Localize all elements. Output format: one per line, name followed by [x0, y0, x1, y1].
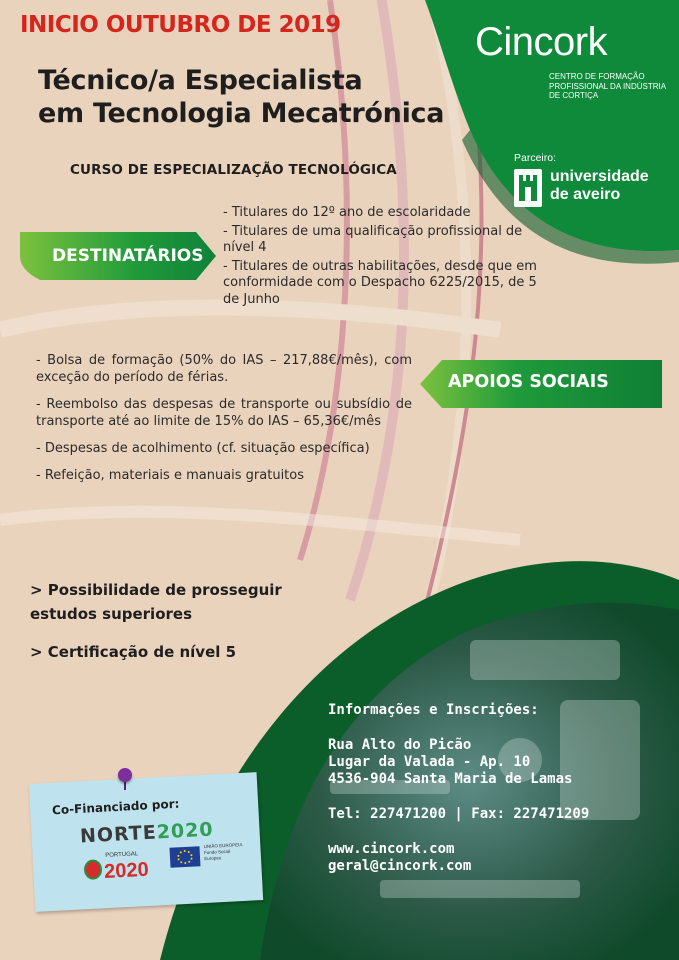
university-name-line2: de aveiro [550, 186, 621, 203]
destinatarios-list [223, 205, 543, 310]
course-title-line1: Técnico/a Especialista [38, 65, 363, 96]
contact-block [328, 702, 589, 875]
list-item: - Bolsa de formação (50% do IAS – 217,88€/mês), com exceção do período de férias. [36, 353, 412, 385]
email-link[interactable]: geral@cincork.com [328, 858, 472, 874]
portugal-year: 2020 [103, 858, 150, 883]
course-title-line2: em Tecnologia Mecatrónica [38, 98, 445, 129]
list-item: - Reembolso das despesas de transporte ou subsídio de transporte até ao limite de 15% do IAS – 65,36€/mês [36, 397, 412, 429]
eu-fund-text: UNIÃO EUROPEIA Fundo Social Europeu [203, 842, 243, 862]
apoios-sociais-label: APOIOS SOCIAIS [448, 372, 609, 392]
course-type: CURSO DE ESPECIALIZAÇÃO TECNOLÓGICA [70, 162, 397, 178]
norte-text: NORTE [79, 821, 158, 848]
portugal-label: PORTUGAL [105, 851, 139, 859]
list-item: - Refeição, materiais e manuais gratuitos [36, 468, 305, 483]
benefit-item: > Certificação de nível 5 [30, 643, 237, 661]
list-item: - Titulares de uma qualificação profissional de nível 4 [223, 223, 523, 255]
tagline-line: CENTRO DE FORMAÇÃO [549, 72, 645, 81]
course-title [38, 64, 478, 130]
cincork-tagline [549, 72, 669, 101]
portugal-emblem-icon [84, 859, 103, 880]
cincork-logo: Cincork [475, 20, 608, 64]
partner-label: Parceiro: [514, 152, 557, 164]
eu-stars [169, 846, 200, 868]
address-line: 4536-904 Santa Maria de Lamas [328, 771, 573, 787]
university-name [550, 168, 649, 204]
list-item: - Titulares do 12º ano de escolaridade [223, 205, 471, 220]
portugal2020-logo [83, 850, 163, 886]
list-item: - Titulares de outras habilitações, desde que em conformidade com o Despacho 6225/2015, de 5 de Junho [223, 258, 537, 307]
contact-heading: Informações e Inscrições: [328, 702, 539, 718]
norte-year: 2020 [156, 818, 215, 844]
cofinancing-label: Co-Financiado por: [51, 796, 180, 818]
pushpin-icon [118, 768, 132, 782]
tagline-line: PROFISSIONAL DA INDÚSTRIA [549, 81, 667, 91]
university-name-line1: universidade [550, 168, 649, 185]
university-logo-icon [514, 169, 542, 207]
eu-flag-icon [169, 846, 200, 868]
phone-fax: Tel: 227471200 | Fax: 227471209 [328, 806, 590, 822]
website-link[interactable]: www.cincork.com [328, 841, 455, 857]
destinatarios-label: DESTINATÁRIOS [52, 246, 204, 266]
start-date-heading: INICIO OUTUBRO DE 2019 [20, 12, 341, 38]
list-item: - Despesas de acolhimento (cf. situação específica) [36, 441, 370, 456]
university-logo-mark [514, 169, 542, 207]
apoios-list [36, 352, 412, 494]
benefit-item: > Possibilidade de prosseguir estudos superiores [30, 581, 282, 623]
tagline-line: DE CORTIÇA [549, 91, 599, 100]
address-line: Lugar da Valada - Ap. 10 [328, 754, 531, 770]
benefits-list [30, 578, 310, 678]
address-line: Rua Alto do Picão [328, 737, 472, 753]
